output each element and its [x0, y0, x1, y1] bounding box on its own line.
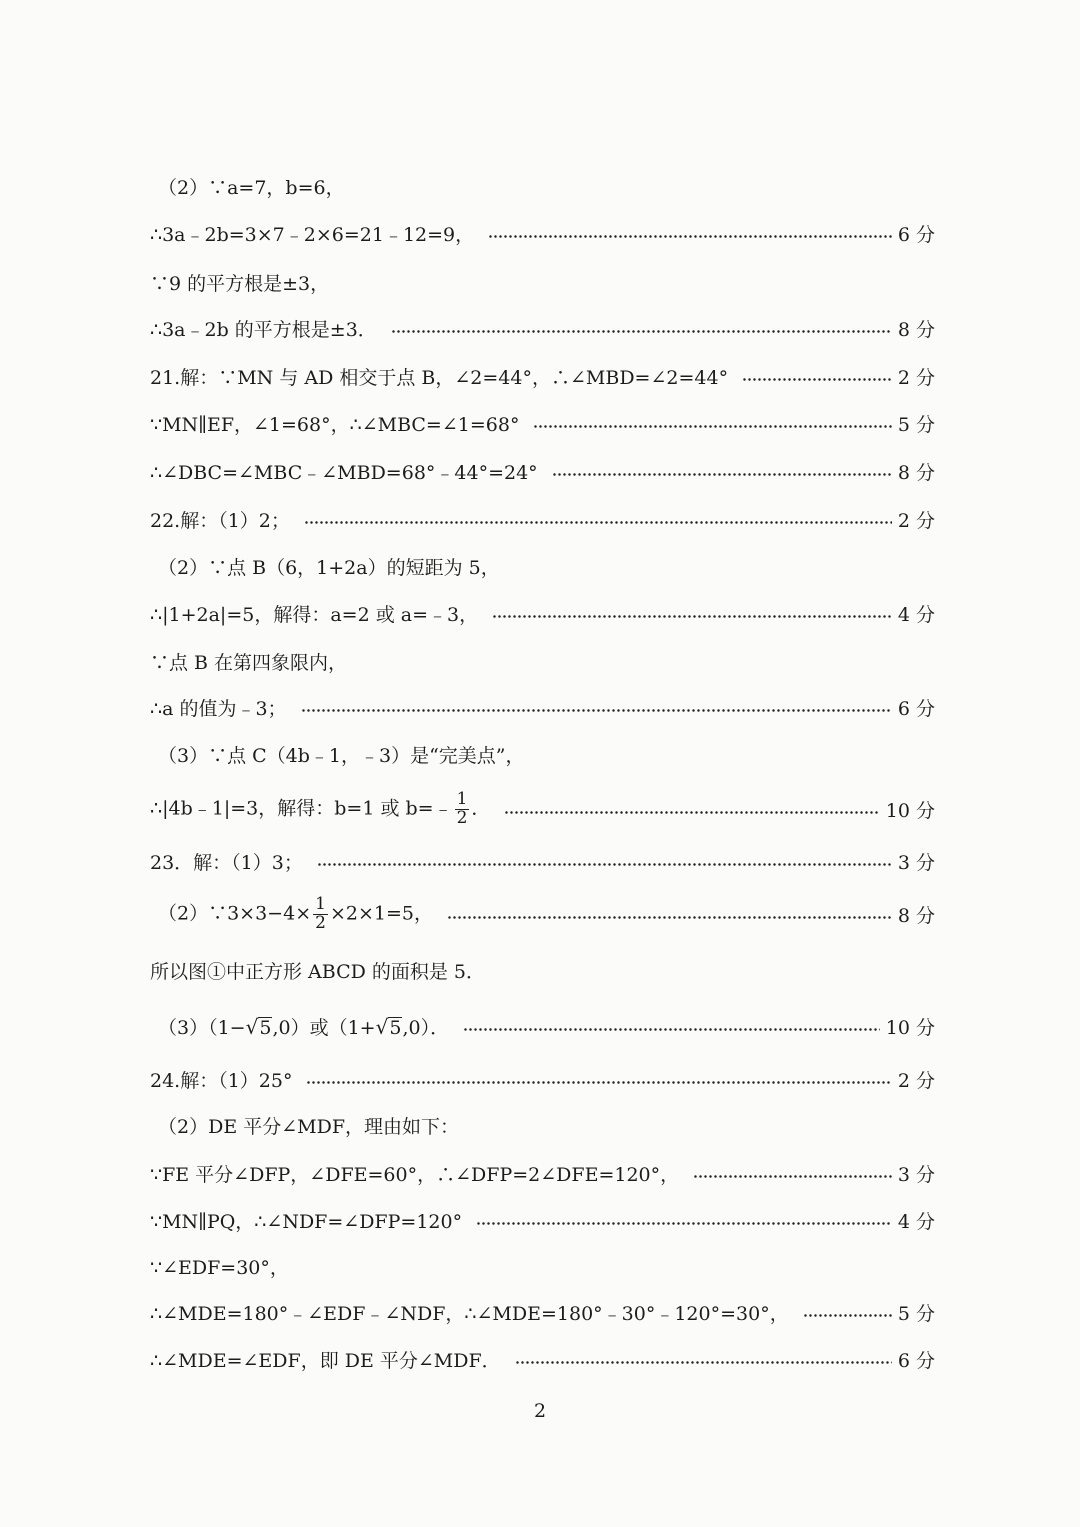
- dot-leader: [476, 1222, 892, 1225]
- score-label: 6 分: [897, 697, 935, 720]
- solution-line: （3）（1− √ 5 ,0）或（1+ √ 5 ,0）． 10 分: [158, 1014, 935, 1039]
- dot-leader: [504, 811, 879, 814]
- score-label: 3 分: [897, 1163, 935, 1186]
- solution-line: ∴3a﹣2b=3×7﹣2×6=21﹣12=9， 6 分: [150, 213, 935, 253]
- score-label: 8 分: [897, 904, 935, 927]
- dot-leader: [317, 863, 892, 866]
- solution-line: ∵MN∥EF，∠1=68°，∴∠MBC=∠1=68° 5 分: [150, 403, 935, 443]
- dot-leader: [463, 1028, 880, 1031]
- solution-line: 21.解：∵MN 与 AD 相交于点 B，∠2=44°，∴∠MBD=∠2=44° 2 分: [150, 356, 935, 396]
- solution-line: 22.解：（1）2； 2 分: [150, 499, 935, 539]
- solution-line: 23．解：（1）3； 3 分: [150, 841, 935, 881]
- solution-line: （3）∵点 C（4b﹣1，﹣3）是“完美点”，: [158, 744, 525, 767]
- solution-line: ∵点 B 在第四象限内，: [150, 651, 348, 674]
- dot-leader: [492, 615, 892, 618]
- solution-line: ∵FE 平分∠DFP，∠DFE=60°，∴∠DFP=2∠DFE=120°， 3 分: [150, 1153, 935, 1193]
- score-label: 2 分: [897, 509, 935, 532]
- score-label: 3 分: [897, 851, 935, 874]
- score-label: 6 分: [897, 1349, 935, 1372]
- score-label: 10 分: [885, 799, 935, 822]
- solution-line: （2）DE 平分∠MDF，理由如下：: [158, 1115, 460, 1138]
- score-label: 8 分: [897, 318, 935, 341]
- dot-leader: [515, 1361, 892, 1364]
- dot-leader: [306, 1081, 891, 1084]
- dot-leader: [533, 425, 891, 428]
- score-label: 8 分: [897, 461, 935, 484]
- solution-line: （2）∵点 B（6，1+2a）的短距为 5，: [158, 556, 500, 579]
- fraction: $\frac{1}{2}$: [315, 893, 326, 933]
- score-label: 4 分: [897, 1210, 935, 1233]
- score-label: 2 分: [897, 366, 935, 389]
- dot-leader: [304, 521, 892, 524]
- score-label: 5 分: [897, 1302, 935, 1325]
- dot-leader: [742, 378, 892, 381]
- solution-line: 所以图①中正方形 ABCD 的面积是 5．: [150, 960, 486, 983]
- solution-line: 24.解：（1）25° 2 分: [150, 1059, 935, 1099]
- score-label: 2 分: [897, 1069, 935, 1092]
- solution-line: ∴∠MDE=∠EDF，即 DE 平分∠MDF． 6 分: [150, 1339, 935, 1379]
- solution-line: ∴|1+2a|=5，解得：a=2 或 a=﹣3， 4 分: [150, 593, 935, 633]
- solution-line: ∴3a﹣2b 的平方根是±3． 8 分: [150, 308, 935, 348]
- dot-leader: [803, 1314, 892, 1317]
- solution-line: （2）∵3×3−4× $\frac{1}{2}$ ×2×1=5， 8 分: [158, 893, 935, 933]
- solution-line: ∴a 的值为﹣3； 6 分: [150, 687, 935, 727]
- page-number: 2: [533, 1400, 547, 1422]
- score-label: 5 分: [897, 413, 935, 436]
- dot-leader: [488, 235, 892, 238]
- solution-line: （2）∵a=7，b=6，: [158, 176, 345, 199]
- dot-leader: [552, 473, 892, 476]
- solution-line: ∴∠MDE=180°﹣∠EDF﹣∠NDF，∴∠MDE=180°﹣30°﹣120°=30°， 5 分: [150, 1292, 935, 1332]
- score-label: 4 分: [897, 603, 935, 626]
- score-label: 10 分: [885, 1016, 935, 1039]
- square-root: √ 5: [375, 1014, 402, 1039]
- score-label: 6 分: [897, 223, 935, 246]
- solution-line: ∵∠EDF=30°，: [150, 1256, 289, 1279]
- solution-line: ∴∠DBC=∠MBC﹣∠MBD=68°﹣44°=24° 8 分: [150, 451, 935, 491]
- fraction: $\frac{1}{2}$: [456, 788, 468, 828]
- dot-leader: [693, 1175, 892, 1178]
- square-root: √ 5: [245, 1014, 272, 1039]
- dot-leader: [391, 330, 892, 333]
- dot-leader: [301, 709, 892, 712]
- solution-line: ∵MN∥PQ，∴∠NDF=∠DFP=120° 4 分: [150, 1200, 935, 1240]
- solution-line: ∵9 的平方根是±3，: [150, 272, 330, 295]
- dot-leader: [447, 916, 892, 919]
- solution-line: ∴|4b﹣1|=3，解得：b=1 或 b=﹣ $\frac{1}{2}$ ． 10 分: [150, 788, 935, 828]
